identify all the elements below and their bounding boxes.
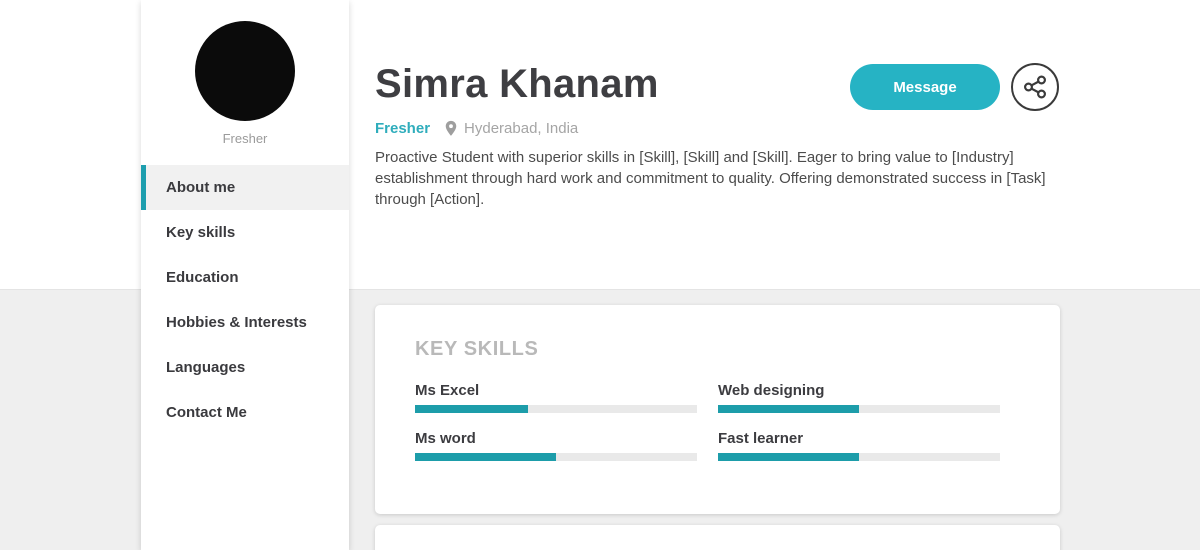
skill-progress-track [718,453,1000,461]
key-skills-title: KEY SKILLS [415,338,539,360]
sidebar [141,0,349,550]
skill-item-ms-excel [415,382,697,413]
sidebar-item-languages[interactable]: Languages [166,359,246,376]
share-icon [1010,100,1060,115]
skill-name: Web designing [718,382,825,399]
avatar-caption: Fresher [222,131,268,146]
skill-name: Ms Excel [415,382,480,399]
skill-item-ms-word [415,430,697,461]
sidebar-item-about-me[interactable]: About me [141,165,349,210]
skill-progress-fill [415,405,528,413]
skill-progress-fill [718,405,859,413]
location-pin-icon [444,120,458,137]
sidebar-item-education[interactable]: Education [166,269,239,286]
skill-progress-track [415,453,697,461]
skill-progress-track [718,405,1000,413]
avatar [195,21,295,121]
message-button[interactable]: Message [850,64,1000,110]
skill-item-fast-learner [718,430,1000,461]
profile-name: Simra Khanam [375,62,659,106]
share-button[interactable] [1010,62,1060,112]
sidebar-item-hobbies-interests[interactable]: Hobbies & Interests [166,314,307,331]
skill-name: Fast learner [718,430,804,447]
skill-item-web-designing [718,382,1000,413]
key-skills-card [375,305,1060,514]
about-text: Proactive Student with superior skills in [Skill], [Skill] and [Skill]. Eager to bring value to [Industry] establishment through hard work and commitment to quality. Offering demonstrated success in [Task] through [Action]. [375,149,1046,208]
skill-progress-track [415,405,697,413]
sidebar-item-contact-me[interactable]: Contact Me [166,404,247,421]
skills-grid [415,382,1060,461]
sidebar-nav [141,165,349,435]
profile-location: Hyderabad, India [464,120,579,137]
experience-level-label: Fresher [375,120,431,137]
skill-progress-fill [415,453,556,461]
sidebar-item-key-skills[interactable]: Key skills [166,224,236,241]
next-section-card [375,525,1060,550]
skill-progress-fill [718,453,859,461]
profile-subline [375,120,578,137]
skill-name: Ms word [415,430,476,447]
